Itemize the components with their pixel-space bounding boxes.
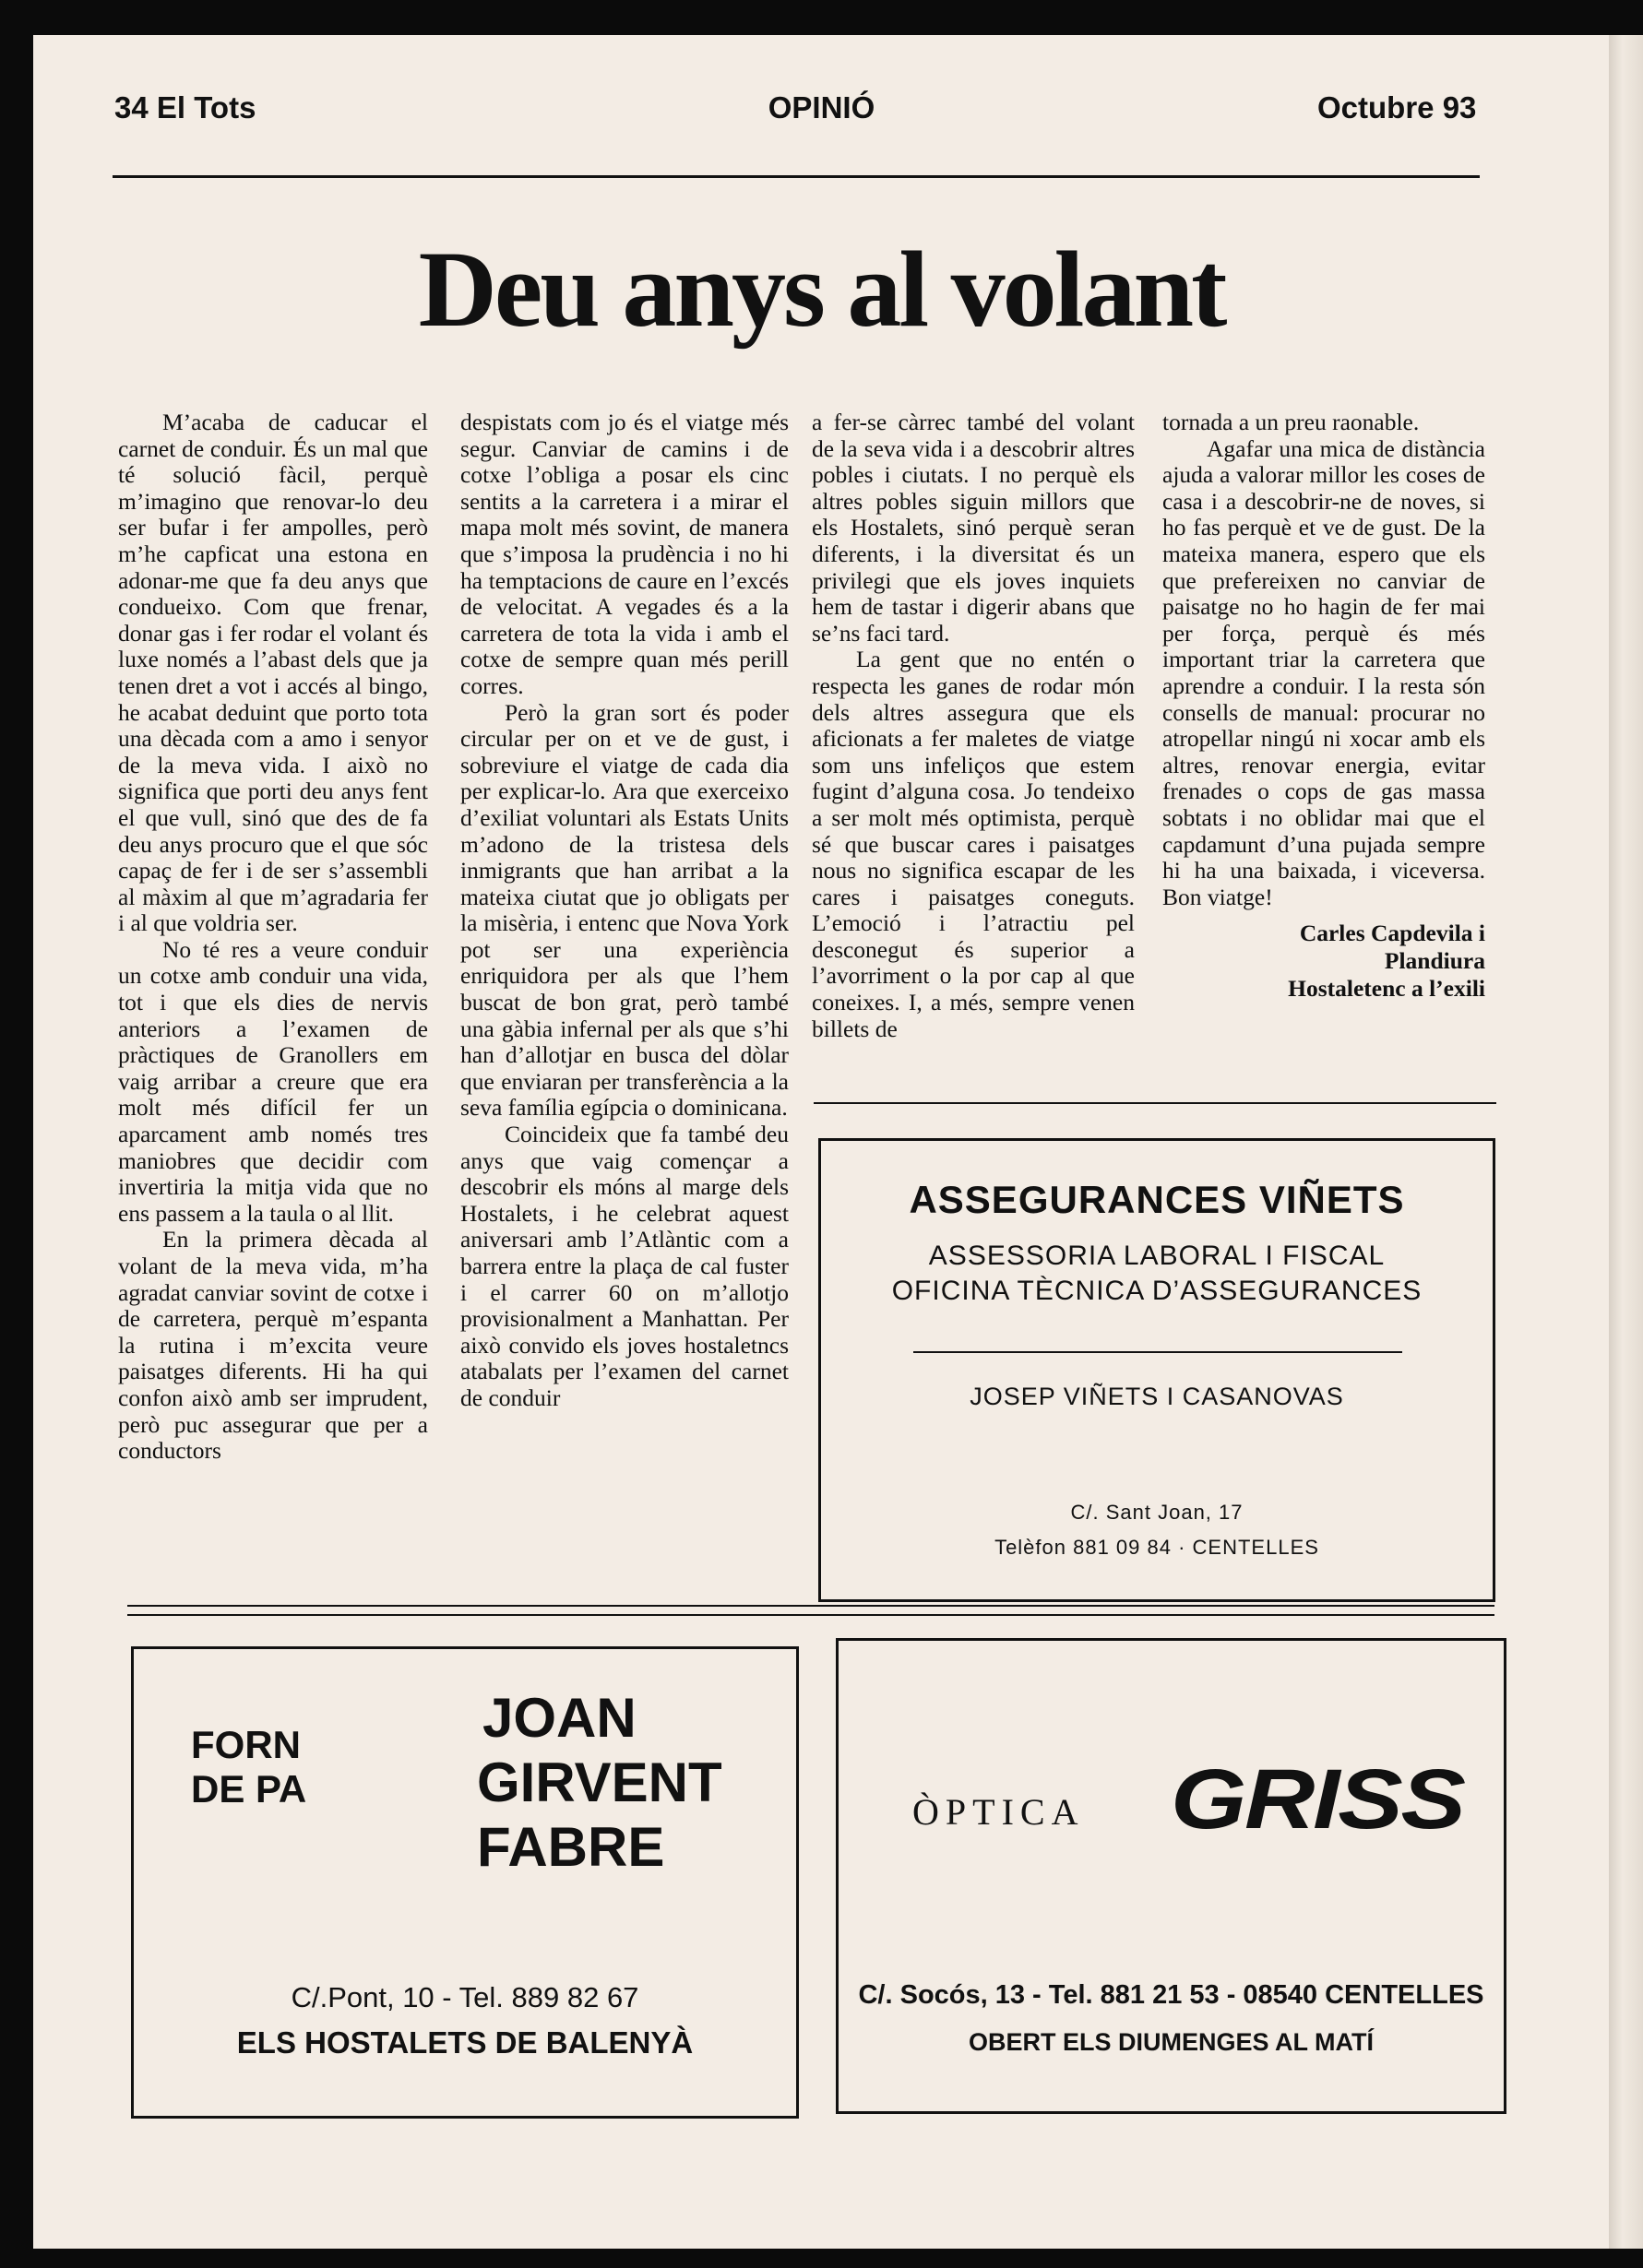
paragraph: M’acaba de caducar el carnet de conduir. És un mal que té solució fàcil, perquè m’imagino que renovar-lo deu ser bufar i fer ampolles, però m’he capficat una estona en adonar-me que fa deu anys que condueixo. Com que frenar, donar gas i fer rodar el volant és luxe només a l’abast dels que ja tenen dret a vot i accés al bingo, he acabat deduint que porto tota una dècada com a amo i senyor de la meva vida. I això no significa que porti deu anys fent el que vull, sinó que des de fa deu anys procuro que el que sóc capaç de fer i de ser s’assembli al màxim al que m’agradaria fer i al que voldria ser. [118,409,428,937]
header-rule [113,175,1480,178]
griss-logo: GRISS [1171,1752,1464,1846]
ad-forn-label [191,1723,306,1811]
ad-forn-owner-3: FABRE [477,1816,665,1878]
paragraph: Coincideix que fa també deu anys que vaig començar a descobrir els móns al marge dels Hostalets, i he celebrat aquest aniversari amb l’Atlàntic com a barrera entre la plaça de cal fuster i el carrer 60 on m’allotjo provisionalment a Manhattan. Per això convido els joves hostaletncs atabalats per l’examen del carnet de conduir [460,1121,789,1411]
article-column-3 [812,410,1135,1042]
ad-optica-hours: OBERT ELS DIUMENGES AL MATÍ [968,2028,1374,2056]
ad-forn-label-1: FORN [191,1723,301,1766]
ad-optica [836,1638,1506,2114]
paragraph: La gent que no entén o respecta les ganes de rodar món dels altres assegura que els aficionats a fer maletes de viatge som uns infeliços que estem fugint d’alguna cosa. Jo tendeixo a ser molt més optimista, perquè sé que buscar cares i paisatges nous no significa escapar de les cares i paisatges coneguts. L’emoció i l’atractiu pel desconegut és superior a l’avorriment o la por cap al que coneixes. I, a més, sempre venen billets de [812,646,1135,1042]
ad-company-name: ASSEGURANCES VIÑETS [909,1178,1405,1221]
page-number-masthead: 34 El Tots [114,90,256,125]
ad-phone: Telèfon 881 09 84 · CENTELLES [994,1536,1319,1559]
author-tagline: Hostaletenc a l’exili [1288,975,1485,1003]
paragraph: En la primera dècada al volant de la meva vida, m’ha agradat canviar sovint de cotxe i de carretera, perquè m’espanta la rutina i m’excita veure paisatges diferents. Hi ha qui confon això amb ser imprudent, però puc assegurar que per a conductors [118,1226,428,1465]
paragraph: Però la gran sort és poder circular per on et ve de gust, i sobreviure el viatge de cada dia per explicar-lo. Ara que exerceixo d’exiliat voluntari als Estats Units m’adono de la tristesa dels inmigrants que han arribat a la mateixa ciutat que jo obligats per la misèria, i entenc que Nova York pot ser una experiència enriquidora per als que l’hem buscat de bon grat, però també una gàbia infernal per als que s’hi han d’allotjar en busca del dòlar que enviaran per transferència a la seva família egípcia o dominicana. [460,698,789,1122]
ads-rule-top [127,1605,1494,1607]
paragraph: despistats com jo és el viatge més segur. Canviar de camins i de cotxe l’obliga a posar els cinc sentits a la carretera i a mirar el mapa molt més sovint, de manera que s’imposa la prudència i no hi ha temptacions de caure en l’excés de velocitat. A vegades és a la carretera de tota la vida i amb el cotxe de sempre quan més perill corres. [460,409,789,699]
ad-forn-owner-1: JOAN [482,1687,637,1749]
paragraph: tornada a un preu raonable. [1162,409,1420,435]
section-name: OPINIÓ [768,90,875,125]
author-name-2: Plandiura [1384,947,1485,975]
paragraph: Agafar una mica de distància ajuda a valorar millor les coses de casa i a descobrir-ne de noves, si ho fas perquè et ve de gust. De la mateixa manera, espero que els que prefereixen no canviar de paisatge no ho hagin de fer mai per força, perquè és més important triar la carretera que aprendre a conduir. I la resta són consells de manual: procurar no atropellar ningú ni xocar amb els altres, renovar energia, evitar frenades o cops de gas massa sobtats i no oblidar mai que el capdamunt d’una pujada sempre hi ha una baixada, i viceversa. Bon viatge! [1162,434,1485,910]
page-spine [1609,35,1643,2249]
article-column-4 [1162,410,1485,1003]
ad-optica-label: ÒPTICA [912,1791,1085,1833]
ad-optica-address: C/. Socós, 13 - Tel. 881 21 53 - 08540 CENTELLES [858,1980,1484,2010]
ad-service-1: ASSESSORIA LABORAL I FISCAL [928,1241,1386,1271]
article-end-rule [814,1102,1496,1104]
author-signature [1162,920,1485,1003]
article-column-2 [460,410,789,1412]
ad-assegurances [818,1138,1495,1602]
article-title: Deu anys al volant [418,229,1225,350]
paragraph: No té res a veure conduir un cotxe amb conduir una vida, tot i que els dies de nervis anteriors a l’examen de pràctiques de Granollers em vaig arribar a creure que era molt més difícil fer un aparcament amb només tres maniobres que decidir com invertiria la mitja vida que no ens passem a la taula o al llit. [118,935,428,1227]
ads-rule-bottom [127,1614,1494,1616]
issue-date: Octubre 93 [1317,90,1477,125]
ad-forn-address: C/.Pont, 10 - Tel. 889 82 67 [291,1981,639,2013]
article-column-1 [118,410,428,1465]
paragraph: a fer-se càrrec també del volant de la seva vida i a descobrir altres pobles i ciutats. I no perquè els altres pobles siguin millors que els Hostalets, sinó perquè seran diferents, i la diversitat és un privilegi que els joves inquiets hem de tastar i digerir abans que se’ns faci tard. [812,409,1135,647]
ad-forn [131,1646,799,2119]
ad-divider [913,1351,1402,1353]
ad-forn-owner [477,1686,722,1880]
ad-service-2: OFICINA TÈCNICA D’ASSEGURANCES [891,1276,1423,1306]
author-name: Carles Capdevila i [1299,920,1485,947]
ad-owner: JOSEP VIÑETS I CASANOVAS [970,1383,1344,1410]
ad-forn-owner-2: GIRVENT [477,1751,722,1813]
ad-address: C/. Sant Joan, 17 [1070,1501,1244,1524]
ad-forn-label-2: DE PA [191,1767,307,1811]
ad-forn-town: ELS HOSTALETS DE BALENYÀ [236,2025,694,2060]
